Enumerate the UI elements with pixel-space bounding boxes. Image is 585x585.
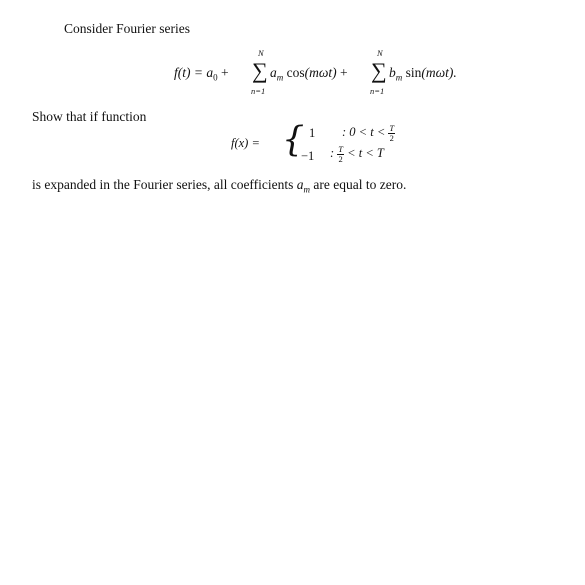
show-text: Show that if function bbox=[32, 109, 147, 124]
sum1-upper: N bbox=[258, 48, 264, 58]
series-lhs: $f(t) = a_0$ + bbox=[174, 65, 229, 83]
sum2-lower: n=1 bbox=[370, 86, 385, 96]
case1-condition: : 0 < t < $\frac{T}{2}$ bbox=[342, 123, 395, 143]
case2-value: −1 bbox=[301, 149, 315, 163]
left-brace: { bbox=[282, 120, 305, 160]
sum2-upper: N bbox=[377, 48, 383, 58]
series-term1: $a_m$ cos(mωt) + bbox=[270, 65, 348, 83]
piecewise-function bbox=[231, 120, 451, 168]
sum1-lower: n=1 bbox=[251, 86, 266, 96]
intro-text: Consider Fourier series bbox=[64, 21, 190, 36]
fourier-series-formula bbox=[174, 46, 484, 96]
series-term2: $b_m$ sin(mωt). bbox=[389, 65, 457, 83]
sum1-sigma: ∑ bbox=[252, 58, 268, 83]
case1-value: 1 bbox=[309, 126, 316, 140]
case2-condition: : $\frac{T}{2}$ < t < T bbox=[330, 144, 384, 164]
piecewise-lhs: f(x) = bbox=[231, 136, 260, 150]
sum2-sigma: ∑ bbox=[371, 58, 387, 83]
conclusion-text: is expanded in the Fourier series, all coefficients $a_m$ are equal to zero. bbox=[32, 177, 407, 195]
